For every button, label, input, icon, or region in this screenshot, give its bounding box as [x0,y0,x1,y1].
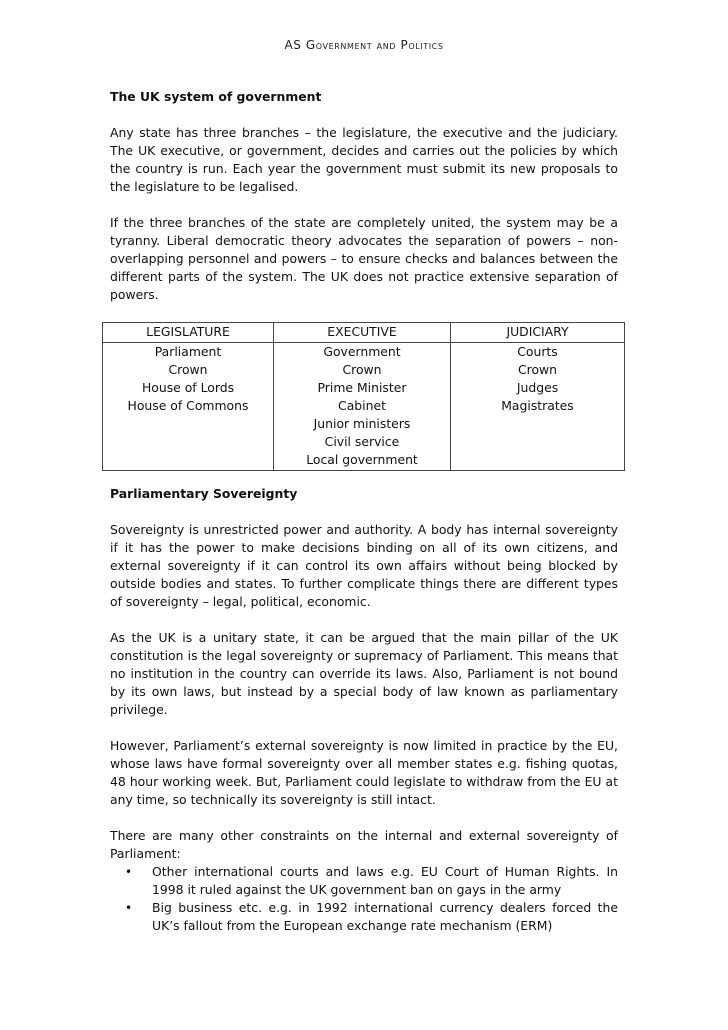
paragraph: Any state has three branches – the legislature, the executive and the judiciary. The UK executive, or government, decides and carries out the policies by which the country is run. Each year the government must submit its new proposals to the legislature to be legalised. [110,125,618,194]
judiciary-cell [451,343,625,471]
table-cell-item: Junior ministers [313,416,411,431]
list-item-text: Other international courts and laws e.g. EU Court of Human Rights. In 1998 it ruled against the UK government ban on gays in the army [152,864,618,897]
table-cell-item: Civil service [324,434,400,449]
list-item [125,863,618,899]
bullet-icon: • [125,865,133,879]
paragraph: Sovereignty is unrestricted power and authority. A body has internal sovereignty if it has the power to make decisions binding on all of its own citizens, and external sovereignty if it can control its own affairs without being blocked by outside bodies and states. To further complicate things there are different types of sovereignty – legal, political, economic. [110,522,618,609]
table-row [103,343,625,471]
table-cell-item: Government [323,344,401,359]
document-body [110,88,618,935]
table-cell-item: Magistrates [501,398,574,413]
table-cell-item: Cabinet [338,398,386,413]
table-cell-item: Parliament [154,344,222,359]
section-heading-uk-system: The UK system of government [110,89,322,104]
table-cell-item: House of Commons [127,398,249,413]
table-cell-item: Prime Minister [317,380,407,395]
table-cell-item: Local government [306,452,418,467]
paragraph: As the UK is a unitary state, it can be argued that the main pillar of the UK constitution is the legal sovereignty or supremacy of Parliament. This means that no institution in the country can override its laws. Also, Parliament is not bound by its own laws, but instead by a special body of law known as parliamentary privilege. [110,630,618,717]
table-header-row [103,323,625,343]
paragraph: There are many other constraints on the internal and external sovereignty of Parliament: [110,828,618,861]
table-cell-item: Crown [342,362,382,377]
table-cell-item: Judges [516,380,559,395]
paragraph: However, Parliament’s external sovereignty is now limited in practice by the EU, whose laws have formal sovereignty over all member states e.g. fishing quotas, 48 hour working week. But, Parliament could legislate to withdraw from the EU at any time, so technically its sovereignty is still intact. [110,738,618,807]
paragraph: If the three branches of the state are completely united, the system may be a tyranny. Liberal democratic theory advocates the separation of powers – non-overlapping personnel and powers – to ensure checks and balances between the different parts of the system. The UK does not practice extensive separation of powers. [110,215,618,302]
executive-cell [274,343,451,471]
header-legislature: LEGISLATURE [103,323,274,343]
table-cell-item: Crown [517,362,558,377]
constraints-list [110,863,618,935]
header-judiciary: JUDICIARY [451,323,625,343]
bullet-icon: • [125,901,133,915]
table-cell-item: House of Lords [141,380,235,395]
section-heading-sovereignty: Parliamentary Sovereignty [110,486,298,501]
list-item [125,899,618,935]
branches-table [102,322,625,471]
table-cell-item: Courts [517,344,558,359]
running-header: AS Government and Politics [284,38,444,52]
list-item-text: Big business etc. e.g. in 1992 international currency dealers forced the UK’s fallout from the European exchange rate mechanism (ERM) [152,900,618,933]
table-cell-item: Crown [168,362,208,377]
header-executive: EXECUTIVE [274,323,451,343]
legislature-cell [103,343,274,471]
